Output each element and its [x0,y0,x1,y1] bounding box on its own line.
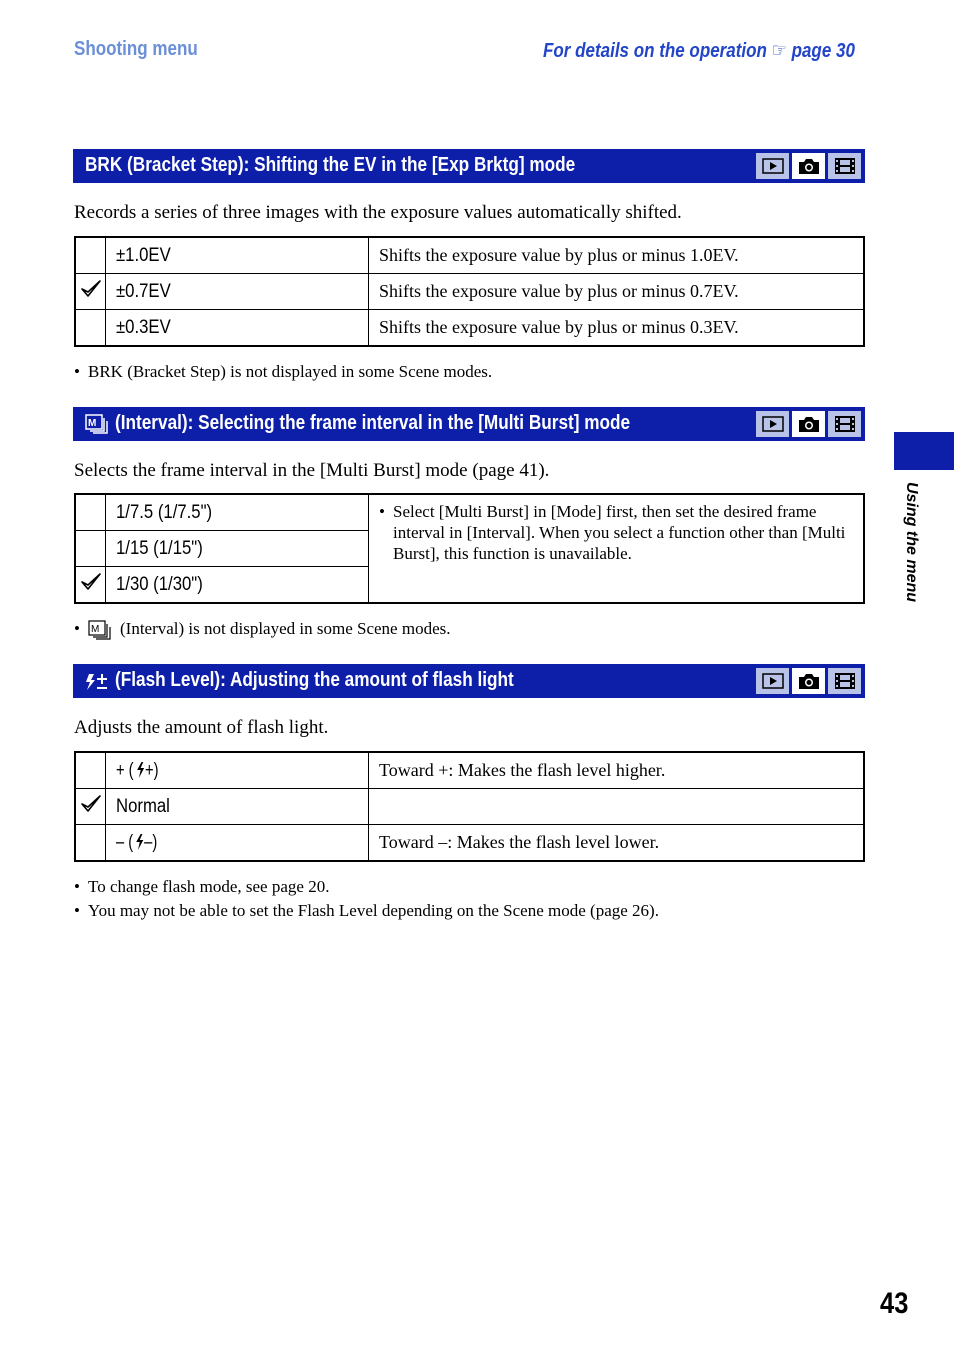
check-cell [75,237,106,274]
operation-reference-text: For details on the operation [543,40,767,62]
option-label: ±0.7EV [106,274,369,310]
option-desc: Shifts the exposure value by plus or minus 1.0EV. [369,237,865,274]
section-bar-interval [73,407,865,441]
option-desc [369,789,865,825]
check-icon [80,572,102,592]
option-label: – ( –) [106,825,369,862]
playback-icon [756,668,789,694]
note: • BRK (Bracket Step) is not displayed in some Scene modes. [74,362,493,381]
side-tab-label: Using the menu [903,482,920,603]
options-table-interval [74,493,865,604]
pointing-hand-icon: ☞ [771,40,787,62]
option-desc: Toward +: Makes the flash level higher. [369,752,865,789]
check-cell [75,310,106,347]
camera-icon [792,411,825,437]
svg-text:M: M [91,624,100,636]
section-title: (Flash Level): Adjusting the amount of flash light [115,669,514,691]
camera-icon [792,153,825,179]
playback-icon [756,411,789,437]
movie-icon [828,153,861,179]
section-bar-flash-level [73,664,865,698]
option-label: Normal [106,789,369,825]
option-desc: Shifts the exposure value by plus or minus 0.7EV. [369,274,865,310]
side-tab [894,432,954,470]
check-cell [75,567,106,604]
option-desc: Toward –: Makes the flash level lower. [369,825,865,862]
note: • You may not be able to set the Flash Level depending on the Scene mode (page 26). [74,901,659,920]
table-row [75,752,864,789]
option-label: ±0.3EV [106,310,369,347]
note: • M (Interval) is not displayed in some Scene modes. [74,619,450,640]
camera-icon [792,668,825,694]
operation-reference-page: page 30 [791,40,855,62]
option-label: ±1.0EV [106,237,369,274]
option-label: + ( +) [106,752,369,789]
option-label: 1/30 (1/30") [106,567,369,604]
options-table-brk [74,236,865,347]
section-intro: Selects the frame interval in the [Multi Burst] mode (page 41). [74,460,550,481]
option-label: 1/15 (1/15") [106,531,369,567]
flash-icon [136,762,145,778]
check-icon [80,794,102,814]
check-cell [75,752,106,789]
table-row [75,310,864,347]
table-row [75,825,864,862]
option-desc: • Select [Multi Burst] in [Mode] first, then set the desired frame interval in [Interval]. When you select a function other than [Multi Burst], this function is unavailable. [369,494,865,603]
option-desc: Shifts the exposure value by plus or minus 0.3EV. [369,310,865,347]
options-table-flash [74,751,865,862]
movie-icon [828,668,861,694]
svg-text:M: M [88,418,97,429]
flash-icon [136,834,145,850]
mode-icons [756,668,861,694]
playback-icon [756,153,789,179]
check-cell [75,274,106,310]
multi-burst-icon [88,620,114,640]
check-cell [75,825,106,862]
mode-icons [756,153,861,179]
check-cell [75,494,106,531]
section-title-shooting-menu: Shooting menu [74,38,198,60]
section-intro: Records a series of three images with the exposure values automatically shifted. [74,202,682,223]
mode-icons [756,411,861,437]
section-intro: Adjusts the amount of flash light. [74,717,329,738]
movie-icon [828,411,861,437]
section-title: BRK (Bracket Step): Shifting the EV in the [Exp Brktg] mode [85,154,576,176]
check-cell [75,531,106,567]
multi-burst-icon [85,414,109,434]
table-row [75,494,864,531]
operation-reference [543,38,855,63]
note: • To change flash mode, see page 20. [74,877,330,896]
table-row [75,789,864,825]
check-cell [75,789,106,825]
table-row [75,237,864,274]
table-row [75,274,864,310]
check-icon [80,279,102,299]
option-label: 1/7.5 (1/7.5") [106,494,369,531]
flash-icon [85,673,109,691]
page-number: 43 [879,1287,908,1320]
section-title: (Interval): Selecting the frame interval in the [Multi Burst] mode [115,412,631,434]
section-bar-brk [73,149,865,183]
